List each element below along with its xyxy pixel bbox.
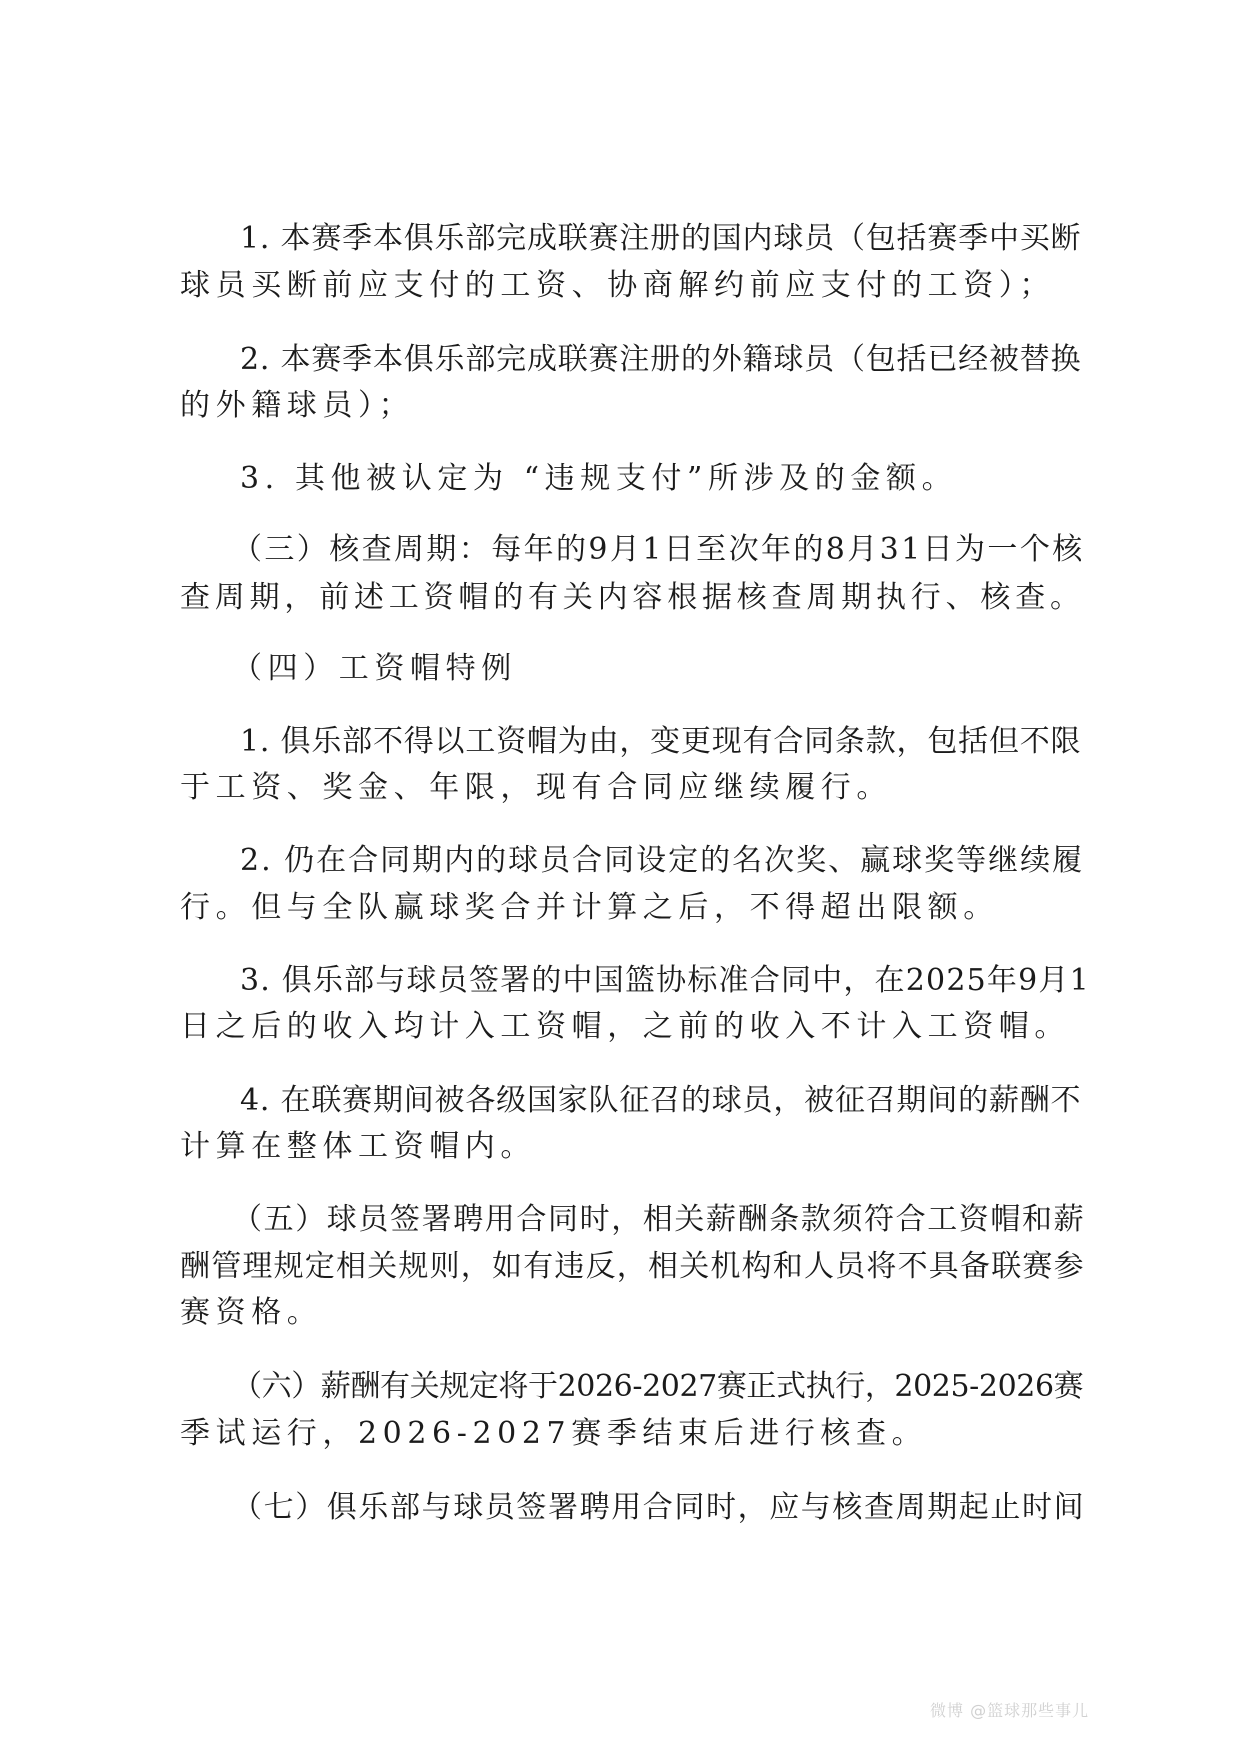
section-heading: （四）工资帽特例 xyxy=(232,651,517,686)
text-line: 季试运行，2026-2027赛季结束后进行核查。 xyxy=(180,1416,928,1451)
text-line: 4. 在联赛期间被各级国家队征召的球员，被征召期间的薪酬不 xyxy=(240,1083,1082,1118)
watermark: 微博 @篮球那些事儿 xyxy=(930,1701,1090,1720)
text-line: 1. 俱乐部不得以工资帽为由，变更现有合同条款，包括但不限 xyxy=(240,724,1082,759)
text-line: 3. 其他被认定为 “违规支付”所涉及的金额。 xyxy=(240,461,958,496)
text-line: 行。但与全队赢球奖合并计算之后，不得超出限额。 xyxy=(180,890,999,925)
text-line: 的外籍球员）； xyxy=(180,388,415,423)
text-line: 2. 本赛季本俱乐部完成联赛注册的外籍球员（包括已经被替换 xyxy=(240,342,1082,377)
text-line: 于工资、奖金、年限，现有合同应继续履行。 xyxy=(180,770,892,805)
text-line: （七）俱乐部与球员签署聘用合同时，应与核查周期起止时间 xyxy=(232,1490,1086,1525)
text-line: 查周期，前述工资帽的有关内容根据核查周期执行、核查。 xyxy=(180,580,1085,615)
text-line: （六）薪酬有关规定将于2026-2027赛正式执行，2025-2026赛 xyxy=(232,1369,1084,1404)
text-line: 2. 仍在合同期内的球员合同设定的名次奖、赢球奖等继续履 xyxy=(240,843,1085,878)
text-line: 酬管理规定相关规则，如有违反，相关机构和人员将不具备联赛参 xyxy=(180,1249,1085,1284)
text-line: 计算在整体工资帽内。 xyxy=(180,1129,536,1164)
text-line: 球员买断前应支付的工资、协商解约前应支付的工资）； xyxy=(180,268,1055,303)
text-line: 1. 本赛季本俱乐部完成联赛注册的国内球员（包括赛季中买断 xyxy=(240,221,1082,256)
text-line: （三）核查周期：每年的9月1日至次年的8月31日为一个核 xyxy=(232,532,1085,567)
text-line: 日之后的收入均计入工资帽，之前的收入不计入工资帽。 xyxy=(180,1009,1070,1044)
text-line: 3. 俱乐部与球员签署的中国篮协标准合同中，在2025年9月1 xyxy=(240,963,1090,998)
text-line: （五）球员签署聘用合同时，相关薪酬条款须符合工资帽和薪 xyxy=(232,1202,1086,1237)
text-line: 赛资格。 xyxy=(180,1295,323,1330)
